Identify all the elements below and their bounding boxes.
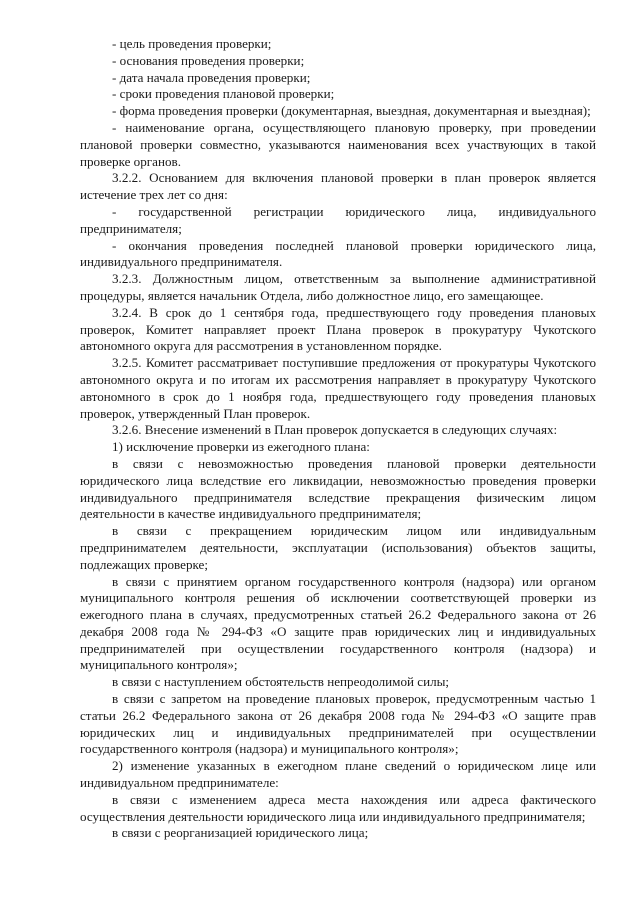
case-prohibition: в связи с запретом на проведение плановых проверок, предусмотренным частью 1 статьи 26.2 Федерального закона от 26 декабря 2008 года № 294-ФЗ «О защите прав юридических лиц и индивидуальных предпринимателей при осуществлении государственного контроля (надзора) и муниципального контроля»; [80, 691, 596, 757]
clause-3-2-5: 3.2.5. Комитет рассматривает поступившие предложения от прокуратуры Чукотского автономного округа и по итогам их рассмотрения направляет в прокуратуру Чукотского автономного в срок до 1 ноября года, предшествующего году проведения плановых проверок, утвержденный План проверок. [80, 355, 596, 421]
list-item-start-date: - дата начала проведения проверки; [112, 69, 311, 85]
list-item-grounds: - основания проведения проверки; [112, 52, 305, 68]
list-item-purpose: - цель проведения проверки; [112, 36, 272, 51]
case-reorganization: в связи с реорганизацией юридического лица; [112, 825, 369, 841]
case-exclusion-decision: в связи с принятием органом государственного контроля (надзора) или органом муниципального контроля решения об исключении соответствующей проверки из ежегодного плана в случаях, предусмотренных статьей 26.2 Федерального закона от 26 декабря 2008 года № 294-ФЗ «О защите прав юридических лиц и индивидуальных предпринимателей при осуществлении государственного контроля (надзора) и муниципального контроля»; [80, 573, 596, 673]
clause-3-2-6: 3.2.6. Внесение изменений в План проверок допускается в следующих случаях: [112, 422, 558, 438]
case-liquidation: в связи с невозможностью проведения плановой проверки деятельности юридического лица вследствие его ликвидации, невозможностью проведения проверки индивидуального предпринимателя вследствие прекращения физическим лицом деятельности в качестве индивидуального предпринимателя; [80, 455, 596, 522]
list-item-terms: - сроки проведения плановой проверки; [112, 86, 335, 102]
list-item-registration: - государственной регистрации юридического лица, индивидуального предпринимателя; [80, 203, 596, 236]
clause-3-2-2: 3.2.2. Основанием для включения плановой проверки в план проверок является истечение трех лет со дня: [80, 170, 596, 203]
case-termination: в связи с прекращением юридическим лицом или индивидуальным предпринимателем деятельности, эксплуатации (использования) объектов защиты, подлежащих проверке; [80, 523, 596, 572]
case-force-majeure: в связи с наступлением обстоятельств непреодолимой силы; [112, 674, 450, 690]
document-page [80, 36, 596, 842]
subclause-1: 1) исключение проверки из ежегодного плана: [112, 439, 370, 455]
clause-3-2-4: 3.2.4. В срок до 1 сентября года, предшествующего году проведения плановых проверок, Комитет направляет проект Плана проверок в прокуратуру Чукотского автономного округа для рассмотрения в установленном порядке. [80, 304, 596, 354]
clause-3-2-3: 3.2.3. Должностным лицом, ответственным за выполнение административной процедуры, является начальник Отдела, либо должностное лицо, его замещающее. [80, 271, 596, 303]
case-address-change: в связи с изменением адреса места нахождения или адреса фактического осуществления деятельности юридического лица или индивидуального предпринимателя; [80, 791, 596, 824]
list-item-last-inspection: - окончания проведения последней плановой проверки юридического лица, индивидуального предпринимателя. [80, 237, 596, 270]
subclause-2: 2) изменение указанных в ежегодном плане сведений о юридическом лице или индивидуальном предпринимателе: [80, 758, 596, 791]
list-item-authority: - наименование органа, осуществляющего плановую проверку, при проведении плановой проверки совместно, указываются наименования всех участвующих в такой проверке органов. [80, 119, 596, 169]
list-item-form: - форма проведения проверки (документарная, выездная, документарная и выездная); [112, 103, 591, 119]
